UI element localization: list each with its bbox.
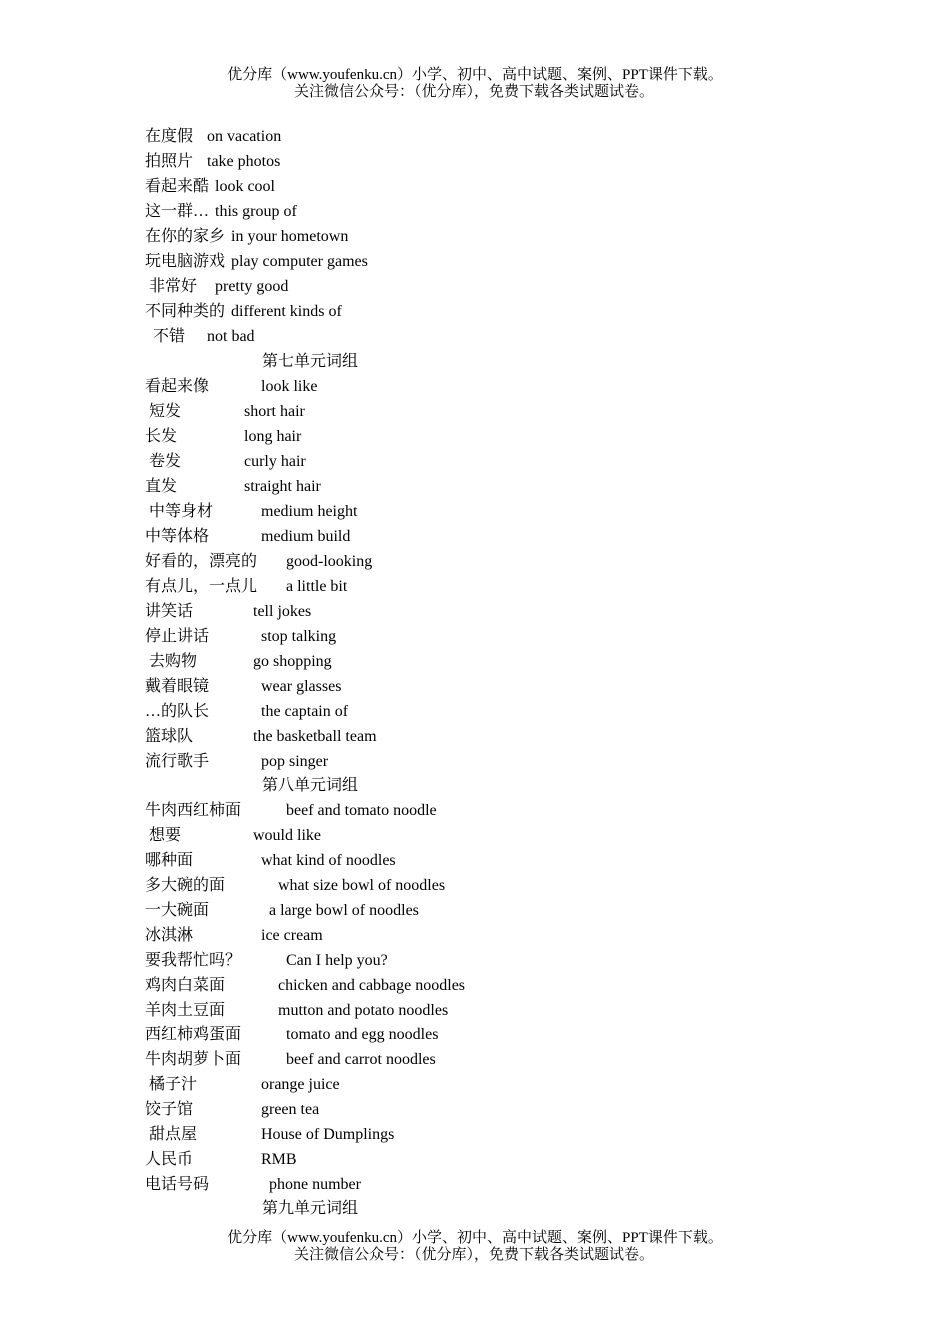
phrase-cn: 想要	[145, 827, 182, 844]
phrase-en: pretty good	[215, 278, 289, 295]
phrase-cn: 饺子馆	[145, 1101, 194, 1118]
phrase-cn: 西红柿鸡蛋面	[145, 1026, 242, 1043]
phrase-en: RMB	[261, 1151, 297, 1168]
phrase-cn: 要我帮忙吗？	[145, 952, 242, 969]
footer-line-1: 优分库（www.youfenku.cn）小学、初中、高中试题、案例、PPT课件下载。	[227, 1230, 723, 1246]
phrase-cn: 看起来像	[145, 378, 210, 395]
page-header	[0, 67, 950, 101]
phrase-cn: 在度假	[145, 128, 194, 145]
phrase-cn: 流行歌手	[145, 753, 210, 770]
phrase-cn: 中等体格	[145, 528, 210, 545]
phrase-en: the captain of	[261, 703, 349, 720]
phrase-en: look cool	[215, 178, 275, 195]
phrase-en: beef and tomato noodle	[286, 802, 437, 819]
phrase-en: look like	[261, 378, 318, 395]
header-line-1: 优分库（www.youfenku.cn）小学、初中、高中试题、案例、PPT课件下载。	[227, 67, 723, 83]
phrase-cn: 牛肉西红柿面	[145, 802, 242, 819]
phrase-cn: …的队长	[145, 703, 210, 720]
header-line-2: 关注微信公众号：（优分库），免费下载各类试题试卷。	[293, 84, 654, 100]
phrase-en: House of Dumplings	[261, 1126, 395, 1143]
phrase-cn: 讲笑话	[145, 603, 194, 620]
phrase-en: green tea	[261, 1101, 320, 1118]
phrase-en: stop talking	[261, 628, 337, 645]
phrase-en: straight hair	[244, 478, 321, 495]
phrase-cn: 羊肉土豆面	[145, 1002, 226, 1019]
phrase-en: what size bowl of noodles	[278, 877, 446, 894]
phrase-en: what kind of noodles	[261, 852, 396, 869]
phrase-en: long hair	[244, 428, 302, 445]
phrase-cn: 鸡肉白菜面	[145, 977, 226, 994]
phrase-en: medium build	[261, 528, 351, 545]
phrase-en: on vacation	[207, 128, 282, 145]
phrase-cn: 哪种面	[145, 852, 194, 869]
phrase-en: in your hometown	[231, 228, 349, 245]
phrase-en: tell jokes	[253, 603, 312, 620]
phrase-en: good-looking	[286, 553, 373, 570]
phrase-cn: 看起来酷	[145, 178, 210, 195]
phrase-cn: 冰淇淋	[145, 927, 194, 944]
unit9-title: 第九单元词组	[262, 1200, 359, 1217]
page-footer	[0, 1230, 950, 1264]
phrase-cn: 卷发	[145, 453, 182, 470]
phrase-cn: 人民币	[145, 1151, 194, 1168]
phrase-cn: 篮球队	[145, 728, 194, 745]
phrase-en: medium height	[261, 503, 358, 520]
phrase-cn: 拍照片	[145, 153, 194, 170]
phrase-cn: 玩电脑游戏	[145, 253, 226, 270]
phrase-cn: 一大碗面	[145, 902, 210, 919]
phrase-cn: 直发	[145, 478, 178, 495]
phrase-cn: 不错	[145, 328, 186, 345]
phrase-en: a little bit	[286, 578, 348, 595]
phrase-cn: 在你的家乡	[145, 228, 226, 245]
phrase-en: curly hair	[244, 453, 306, 470]
phrase-cn: 戴着眼镜	[145, 678, 210, 695]
phrase-cn: 短发	[145, 403, 182, 420]
phrase-en: this group of	[215, 203, 297, 220]
phrase-en: not bad	[207, 328, 255, 345]
footer-line-2: 关注微信公众号：（优分库），免费下载各类试题试卷。	[293, 1247, 654, 1263]
phrase-en: ice cream	[261, 927, 323, 944]
phrase-cn: 停止讲话	[145, 628, 210, 645]
phrase-cn: 中等身材	[145, 503, 214, 520]
phrase-en: go shopping	[253, 653, 332, 670]
phrase-cn: 非常好	[145, 278, 198, 295]
phrase-en: tomato and egg noodles	[286, 1026, 439, 1043]
phrase-cn: 电话号码	[145, 1176, 210, 1193]
phrase-en: would like	[253, 827, 321, 844]
phrase-en: take photos	[207, 153, 281, 170]
unit7-title: 第七单元词组	[262, 353, 359, 370]
phrase-cn: 多大碗的面	[145, 877, 226, 894]
phrase-en: chicken and cabbage noodles	[278, 977, 466, 994]
unit8-title: 第八单元词组	[262, 777, 359, 794]
phrase-en: mutton and potato noodles	[278, 1002, 449, 1019]
phrase-en: short hair	[244, 403, 305, 420]
phrase-cn: 甜点屋	[145, 1126, 198, 1143]
phrase-en: a large bowl of noodles	[269, 902, 419, 919]
phrase-cn: 好看的，漂亮的	[145, 553, 258, 570]
phrase-en: pop singer	[261, 753, 329, 770]
phrase-en: the basketball team	[253, 728, 377, 745]
phrase-en: beef and carrot noodles	[286, 1051, 436, 1068]
phrase-en: wear glasses	[261, 678, 342, 695]
phrase-cn: 橘子汁	[145, 1076, 198, 1093]
phrase-cn: 有点儿，一点儿	[145, 578, 258, 595]
phrase-cn: 这一群…	[145, 203, 210, 220]
phrase-cn: 牛肉胡萝卜面	[145, 1051, 242, 1068]
phrase-cn: 不同种类的	[145, 303, 226, 320]
phrase-en: orange juice	[261, 1076, 340, 1093]
phrase-en: Can I help you?	[286, 952, 388, 969]
phrase-en: different kinds of	[231, 303, 342, 320]
phrase-en: phone number	[269, 1176, 361, 1193]
phrase-cn: 长发	[145, 428, 178, 445]
phrase-cn: 去购物	[145, 653, 198, 670]
phrase-en: play computer games	[231, 253, 368, 270]
